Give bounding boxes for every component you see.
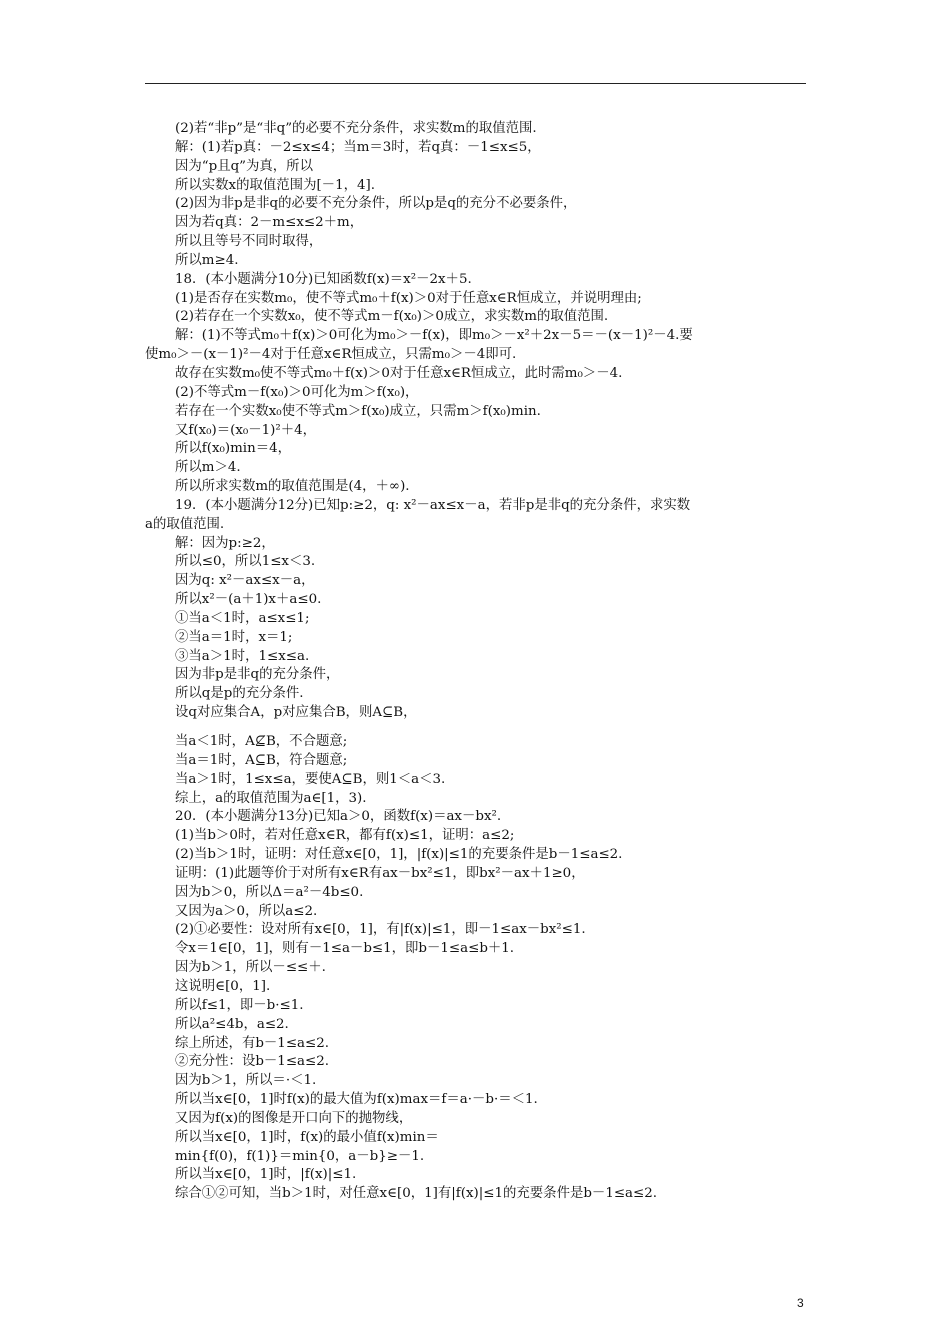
text-line: 因为非p是非q的充分条件， <box>175 667 340 683</box>
text-line: ②当a＝1时，x＝1; <box>175 629 293 645</box>
text-line: 所以当x∈[0，1]时f(x)的最大值为f(x)max＝f＝a·－b·＝＜1. <box>175 1092 538 1108</box>
text-line: 所以且等号不同时取得， <box>175 234 323 250</box>
question-heading: 18．(本小题满分10分)已知函数f(x)＝x²－2x＋5. <box>175 271 472 287</box>
text-line: 当a＝1时，A⊆B，符合题意; <box>175 752 348 768</box>
text-line: 若存在一个实数x₀使不等式m＞f(x₀)成立，只需m＞f(x₀)min. <box>175 403 541 419</box>
text-line: 因为b＞1，所以＝·＜1. <box>175 1073 317 1089</box>
text-line: 所以实数x的取值范围为[－1，4]. <box>175 177 375 193</box>
text-line: ②充分性：设b－1≤a≤2. <box>175 1054 330 1070</box>
page-number: 3 <box>797 1296 804 1310</box>
text-line: 又f(x₀)＝(x₀－1)²＋4， <box>175 422 317 438</box>
text-line: 解：(1)不等式m₀＋f(x)＞0可化为m₀＞－f(x)，即m₀＞－x²＋2x－5＝－(x－1)²－4.要 <box>175 328 693 344</box>
text-line: (2)因为非p是非q的必要不充分条件，所以p是q的充分不必要条件， <box>175 196 577 212</box>
text-line: 所以m≥4. <box>175 252 239 268</box>
text-line: 所以当x∈[0，1]时，|f(x)|≤1. <box>175 1167 357 1183</box>
question-heading: 20．(本小题满分13分)已知a＞0，函数f(x)＝ax－bx². <box>175 809 502 825</box>
text-line: (1)当b＞0时，若对任意x∈R，都有f(x)≤1，证明：a≤2; <box>175 828 515 844</box>
text-line: 解：因为p:≥2， <box>175 535 275 551</box>
text-line: ③当a＞1时，1≤x≤a. <box>175 648 310 664</box>
text-line: 又因为f(x)的图像是开口向下的抛物线， <box>175 1110 413 1126</box>
text-line: 综上，a的取值范围为a∈[1，3). <box>175 790 367 806</box>
text-line: 所以f≤1，即－b·≤1. <box>175 997 304 1013</box>
text-line: 所以≤0，所以1≤x＜3. <box>175 554 316 570</box>
text-line: 因为b＞1，所以－≤≤＋. <box>175 960 326 976</box>
document-body <box>145 120 810 1204</box>
text-line: 当a＜1时，A⊈B，不合题意; <box>175 734 348 749</box>
header-rule <box>145 83 806 84</box>
text-line: 使m₀＞－(x－1)²－4对于任意x∈R恒成立，只需m₀＞－4即可. <box>145 347 517 363</box>
text-line: (2)若“非p”是“非q”的必要不充分条件，求实数m的取值范围. <box>175 121 537 136</box>
text-line: 因为q: x²－ax≤x－a， <box>175 573 315 589</box>
text-line: 所以a²≤4b，a≤2. <box>175 1016 289 1032</box>
text-line: (2)当b＞1时，证明：对任意x∈[0，1]，|f(x)|≤1的充要条件是b－1≤a≤2. <box>175 847 623 863</box>
text-line: 又因为a＞0，所以a≤2. <box>175 903 318 919</box>
text-line: 这说明∈[0，1]. <box>175 978 271 994</box>
text-line: 所以所求实数m的取值范围是(4，＋∞). <box>175 479 410 495</box>
text-line: 因为若q真：2－m≤x≤2＋m， <box>175 215 364 231</box>
text-line: (2)不等式m－f(x₀)＞0可化为m＞f(x₀)， <box>175 384 419 400</box>
text-line: 综上所述，有b－1≤a≤2. <box>175 1035 330 1051</box>
text-line: 所以f(x₀)min＝4， <box>175 441 292 457</box>
text-line: ①当a＜1时，a≤x≤1; <box>175 610 310 626</box>
text-line: 令x＝1∈[0，1]，则有－1≤a－b≤1，即b－1≤a≤b＋1. <box>175 941 515 957</box>
question-heading: 19．(本小题满分12分)已知p:≥2，q: x²－ax≤x－a，若非p是非q的充分条件，求实数 <box>175 497 691 513</box>
text-line: 所以当x∈[0，1]时，f(x)的最小值f(x)min＝ <box>175 1129 439 1145</box>
text-line: 因为“p且q”为真，所以 <box>175 158 313 174</box>
text-line: (1)是否存在实数m₀，使不等式m₀＋f(x)＞0对于任意x∈R恒成立，并说明理由; <box>175 290 642 306</box>
text-line: 所以q是p的充分条件. <box>175 686 304 702</box>
text-line: (2)①必要性：设对所有x∈[0，1]，有|f(x)|≤1，即－1≤ax－bx²≤1. <box>175 922 586 938</box>
text-line: 解：(1)若p真：－2≤x≤4；当m＝3时，若q真：－1≤x≤5， <box>175 139 541 155</box>
text-line: 因为b＞0，所以Δ＝a²－4b≤0. <box>175 884 364 900</box>
text-line: 综合①②可知，当b＞1时，对任意x∈[0，1]有|f(x)|≤1的充要条件是b－1≤a≤2. <box>175 1186 658 1202</box>
text-line: 证明：(1)此题等价于对所有x∈R有ax－bx²≤1，即bx²－ax＋1≥0， <box>175 865 585 881</box>
text-line: 所以x²－(a＋1)x＋a≤0. <box>175 592 322 608</box>
text-line: a的取值范围. <box>145 516 225 532</box>
text-line: min{f(0)，f(1)}＝min{0，a－b}≥－1. <box>175 1148 425 1164</box>
text-line: (2)若存在一个实数x₀，使不等式m－f(x₀)＞0成立，求实数m的取值范围. <box>175 309 609 325</box>
text-line: 当a＞1时，1≤x≤a，要使A⊆B，则1＜a＜3. <box>175 771 446 787</box>
text-line: 所以m＞4. <box>175 460 241 476</box>
text-line: 设q对应集合A，p对应集合B，则A⊆B， <box>175 705 417 721</box>
text-line: 故存在实数m₀使不等式m₀＋f(x)＞0对于任意x∈R恒成立，此时需m₀＞－4. <box>175 365 623 381</box>
